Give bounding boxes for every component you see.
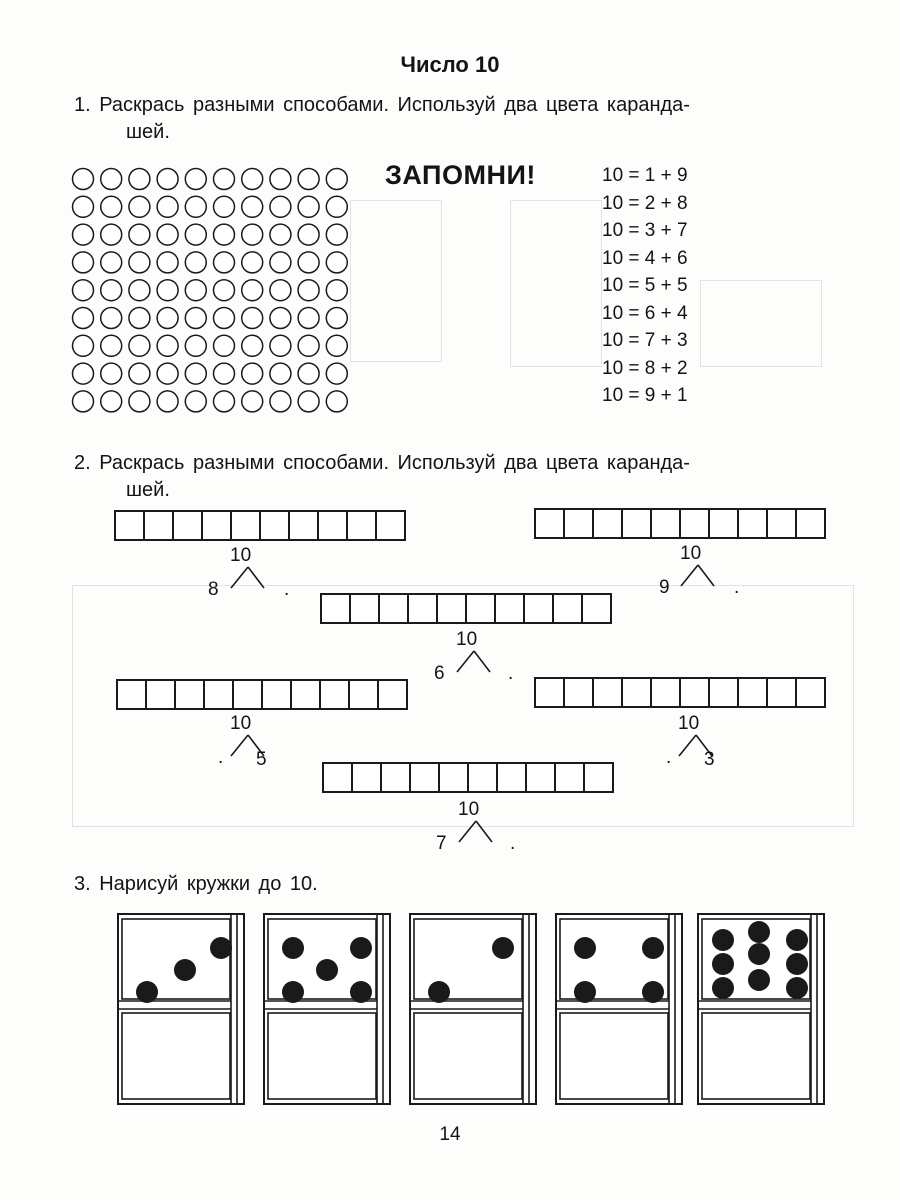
color-circle[interactable] [185,363,206,384]
equation-list [602,162,688,410]
strip-cell[interactable] [118,681,147,708]
color-circle[interactable] [101,308,122,329]
color-circle[interactable] [101,252,122,273]
color-circle[interactable] [298,280,319,301]
strip-cell[interactable] [594,510,623,537]
strip-cell[interactable] [319,512,348,539]
color-circle[interactable] [214,196,235,217]
color-circle[interactable] [242,169,263,190]
color-circle[interactable] [157,308,178,329]
tree-left-part[interactable]: . [218,747,224,768]
color-circle[interactable] [157,363,178,384]
strip-cell[interactable] [536,510,565,537]
strip-cell[interactable] [768,679,797,706]
color-circle[interactable] [214,252,235,273]
equation: 10 = 2 + 8 [602,192,688,214]
equation: 10 = 8 + 2 [602,357,688,379]
circle-grid[interactable] [70,166,360,416]
strip-cell[interactable] [594,679,623,706]
cell-strip[interactable] [534,508,826,539]
strip-cell[interactable] [377,512,404,539]
color-circle[interactable] [242,335,263,356]
cell-strip[interactable] [320,593,612,624]
strip-cell[interactable] [681,510,710,537]
task2-instruction-line1: 2. Раскрась разными способами. Используй два цвета каранда- [74,452,690,474]
strip-cell[interactable] [652,679,681,706]
color-circle[interactable] [185,391,206,412]
color-circle[interactable] [101,196,122,217]
color-circle[interactable] [73,252,94,273]
equation: 10 = 7 + 3 [602,330,688,351]
domino-dot [642,981,664,1003]
domino-dot [786,977,808,999]
strip-cell[interactable] [382,764,411,791]
domino-dot [786,953,808,975]
color-circle[interactable] [270,196,291,217]
strip-cell[interactable] [440,764,469,791]
color-circle[interactable] [298,224,319,245]
domino-card[interactable] [263,913,391,1105]
domino-dot [712,929,734,951]
strip-cell[interactable] [203,512,232,539]
tree-total: 10 [458,799,480,820]
strip-cell[interactable] [205,681,234,708]
domino-frame [555,913,683,1105]
color-circle[interactable] [129,280,150,301]
strip-cell[interactable] [797,510,824,537]
tree-total: 10 [678,713,700,734]
strip-cell[interactable] [409,595,438,622]
strip-cell[interactable] [469,764,498,791]
strip-cell[interactable] [348,512,377,539]
task1-instruction-line2: шей. [126,121,170,143]
domino-dot [316,959,338,981]
strip-cell[interactable] [261,512,290,539]
color-circle[interactable] [298,169,319,190]
strip-cell[interactable] [739,510,768,537]
tree-branches [456,820,496,844]
cell-strip[interactable] [534,677,826,708]
color-circle[interactable] [129,224,150,245]
color-circle[interactable] [298,308,319,329]
number-tree [656,544,746,600]
strip-cell[interactable] [234,681,263,708]
color-circle[interactable] [214,335,235,356]
color-circle[interactable] [270,391,291,412]
equation: 10 = 5 + 5 [602,275,688,296]
strip-cell[interactable] [739,679,768,706]
color-circle[interactable] [73,169,94,190]
domino-dot [492,937,514,959]
color-circle[interactable] [242,391,263,412]
color-circle[interactable] [185,280,206,301]
task1-instruction [74,92,854,146]
strip-cell[interactable] [565,510,594,537]
color-circle[interactable] [73,363,94,384]
domino-card[interactable] [555,913,683,1105]
equation: 10 = 9 + 1 [602,385,688,406]
tree-total: 10 [230,545,252,566]
domino-dot [350,937,372,959]
strip-cell[interactable] [380,595,409,622]
color-circle[interactable] [73,308,94,329]
domino-dot [748,921,770,943]
color-circle[interactable] [270,252,291,273]
domino-dot [210,937,232,959]
domino-dot [642,937,664,959]
color-circle[interactable] [270,224,291,245]
strip-cell[interactable] [176,681,205,708]
strip-cell[interactable] [411,764,440,791]
strip-cell[interactable] [292,681,321,708]
strip-cell[interactable] [556,764,585,791]
strip-cell[interactable] [174,512,203,539]
strip-cell[interactable] [710,510,739,537]
color-circle[interactable] [214,224,235,245]
tree-right-part[interactable]: 5 [256,749,267,770]
domino-dot [574,981,596,1003]
strip-cell[interactable] [498,764,527,791]
color-circle[interactable] [73,196,94,217]
strip-cell[interactable] [263,681,292,708]
strip-cell[interactable] [554,595,583,622]
color-circle[interactable] [326,308,347,329]
color-circle[interactable] [129,196,150,217]
tree-right-part[interactable]: . [284,579,290,600]
cell-strip[interactable] [116,679,408,710]
color-circle[interactable] [270,308,291,329]
color-circle[interactable] [242,252,263,273]
equation: 10 = 6 + 4 [602,302,688,324]
color-circle[interactable] [242,224,263,245]
strip-cell[interactable] [145,512,174,539]
strip-cell[interactable] [565,679,594,706]
color-circle[interactable] [326,363,347,384]
color-circle[interactable] [129,391,150,412]
color-circle[interactable] [129,308,150,329]
task1-instruction-line1: 1. Раскрась разными способами. Используй два цвета каранда- [74,94,690,116]
domino-dot [748,943,770,965]
domino-dot [282,937,304,959]
color-circle[interactable] [270,169,291,190]
strip-cell[interactable] [116,512,145,539]
color-circle[interactable] [157,224,178,245]
color-circle[interactable] [214,308,235,329]
page-title: Число 10 [400,52,500,77]
strip-cell[interactable] [351,595,380,622]
color-circle[interactable] [129,169,150,190]
domino-frame [263,913,391,1105]
tree-left-part[interactable]: 8 [208,579,219,600]
strip-cell[interactable] [467,595,496,622]
color-circle[interactable] [101,391,122,412]
tree-branches [454,650,494,674]
color-circle[interactable] [326,169,347,190]
strip-cell[interactable] [536,679,565,706]
color-circle[interactable] [242,280,263,301]
color-circle[interactable] [185,169,206,190]
color-circle[interactable] [157,196,178,217]
strip-cell[interactable] [290,512,319,539]
strip-cell[interactable] [681,679,710,706]
domino-frame [409,913,537,1105]
strip-cell[interactable] [585,764,612,791]
equation: 10 = 3 + 7 [602,220,688,241]
color-circle[interactable] [326,280,347,301]
color-circle[interactable] [326,252,347,273]
color-circle[interactable] [298,196,319,217]
color-circle[interactable] [129,335,150,356]
color-circle[interactable] [185,252,206,273]
color-circle[interactable] [157,335,178,356]
tree-right-part[interactable]: . [508,663,514,684]
color-circle[interactable] [157,252,178,273]
domino-dot [712,977,734,999]
equation: 10 = 4 + 6 [602,247,688,269]
domino-card[interactable] [117,913,245,1105]
color-circle[interactable] [270,335,291,356]
color-circle[interactable] [129,363,150,384]
tree-right-part[interactable]: . [734,577,740,598]
color-circle[interactable] [157,391,178,412]
tree-total: 10 [230,713,252,734]
strip-cell[interactable] [797,679,824,706]
domino-dot [428,981,450,1003]
color-circle[interactable] [270,280,291,301]
color-circle[interactable] [242,363,263,384]
tree-total: 10 [680,543,702,564]
color-circle[interactable] [101,363,122,384]
tree-branches [228,566,268,590]
task2-instruction-line2: шей. [126,479,170,501]
color-circle[interactable] [298,391,319,412]
color-circle[interactable] [185,308,206,329]
strip-cell[interactable] [623,679,652,706]
color-circle[interactable] [298,363,319,384]
tree-right-part[interactable]: 3 [704,749,715,770]
strip-cell[interactable] [321,681,350,708]
strip-cell[interactable] [768,510,797,537]
strip-cell[interactable] [525,595,554,622]
color-circle[interactable] [214,280,235,301]
tree-left-part[interactable]: 7 [436,833,447,854]
color-circle[interactable] [73,335,94,356]
color-circle[interactable] [326,196,347,217]
task3-instruction: 3. Нарисуй кружки до 10. [74,873,318,895]
color-circle[interactable] [214,363,235,384]
tree-left-part[interactable]: 9 [659,577,670,598]
number-tree [434,800,524,856]
strip-cell[interactable] [623,510,652,537]
color-circle[interactable] [214,391,235,412]
color-circle[interactable] [326,335,347,356]
number-tree [204,546,294,602]
color-circle[interactable] [185,335,206,356]
color-circle[interactable] [101,224,122,245]
color-circle[interactable] [101,280,122,301]
number-tree [208,714,298,770]
domino-card[interactable] [409,913,537,1105]
equation: 10 = 1 + 9 [602,165,688,186]
number-tree [432,630,522,686]
tree-branches [678,564,718,588]
color-circle[interactable] [298,252,319,273]
strip-cell[interactable] [652,510,681,537]
strip-cell[interactable] [322,595,351,622]
task2-instruction [74,450,854,504]
cell-strip[interactable] [114,510,406,541]
strip-cell[interactable] [583,595,610,622]
color-circle[interactable] [242,196,263,217]
tree-left-part[interactable]: 6 [434,663,445,684]
color-circle[interactable] [326,391,347,412]
color-circle[interactable] [73,391,94,412]
domino-card[interactable] [697,913,825,1105]
domino-dot [748,969,770,991]
domino-dot [350,981,372,1003]
color-circle[interactable] [326,224,347,245]
domino-dot [574,937,596,959]
strip-cell[interactable] [350,681,379,708]
color-circle[interactable] [157,280,178,301]
color-circle[interactable] [298,335,319,356]
color-circle[interactable] [214,169,235,190]
tree-total: 10 [456,629,478,650]
color-circle[interactable] [157,169,178,190]
strip-cell[interactable] [710,679,739,706]
color-circle[interactable] [101,335,122,356]
strip-cell[interactable] [147,681,176,708]
strip-cell[interactable] [527,764,556,791]
cell-strip[interactable] [322,762,614,793]
strip-cell[interactable] [496,595,525,622]
strip-cell[interactable] [353,764,382,791]
strip-cell[interactable] [324,764,353,791]
tree-left-part[interactable]: . [666,747,672,768]
color-circle[interactable] [73,280,94,301]
color-circle[interactable] [242,308,263,329]
page-number: 14 [439,1124,461,1145]
color-circle[interactable] [185,196,206,217]
domino-dot [282,981,304,1003]
remember-label: ЗАПОМНИ! [385,160,536,190]
domino-dot [136,981,158,1003]
color-circle[interactable] [129,252,150,273]
strip-cell[interactable] [438,595,467,622]
domino-dot [174,959,196,981]
domino-dot [786,929,808,951]
number-tree [656,714,746,770]
domino-dot [712,953,734,975]
color-circle[interactable] [270,363,291,384]
tree-right-part[interactable]: . [510,833,516,854]
color-circle[interactable] [101,169,122,190]
strip-cell[interactable] [232,512,261,539]
color-circle[interactable] [185,224,206,245]
color-circle[interactable] [73,224,94,245]
strip-cell[interactable] [379,681,406,708]
